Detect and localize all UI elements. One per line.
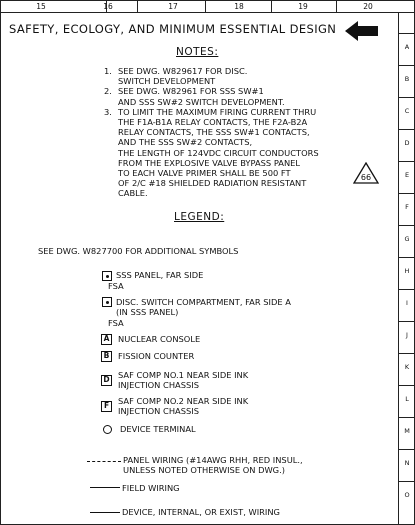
note-line: TO LIMIT THE MAXIMUM FIRING CURRENT THRU xyxy=(118,106,317,117)
legend-label: (IN SSS PANEL) xyxy=(116,307,179,317)
note-line: AND THE SSS SW#2 CONTACTS, xyxy=(118,137,253,148)
note-line: SEE DWG. W82961 FOR SSS SW#1 xyxy=(118,86,264,97)
row-divider xyxy=(399,321,414,322)
row-label: M xyxy=(404,427,410,435)
legend-label: DEVICE TERMINAL xyxy=(120,424,196,434)
row-label: C xyxy=(404,107,410,115)
disc-switch-symbol xyxy=(102,297,112,307)
note-number: 3. xyxy=(104,106,112,117)
row-divider xyxy=(399,97,414,98)
column-header-strip xyxy=(1,1,414,13)
note-item xyxy=(104,107,319,199)
legend-label: FISSION COUNTER xyxy=(118,351,195,361)
notes-heading: NOTES: xyxy=(176,46,219,58)
row-divider xyxy=(399,257,414,258)
row-divider xyxy=(399,289,414,290)
row-divider xyxy=(399,33,414,34)
revision-number: 66 xyxy=(360,173,372,182)
internal-wiring-symbol xyxy=(90,512,120,513)
field-wiring-symbol xyxy=(90,487,120,488)
row-divider xyxy=(399,385,414,386)
row-label-strip xyxy=(398,12,399,524)
legend-label: UNLESS NOTED OTHERWISE ON DWG.) xyxy=(123,465,285,475)
note-line: OF 2/C #18 SHIELDED RADIATION RESISTANT xyxy=(118,178,307,189)
saf-comp-1-symbol: D xyxy=(101,375,112,386)
row-divider xyxy=(399,129,414,130)
legend-label: NUCLEAR CONSOLE xyxy=(118,334,201,344)
row-label: B xyxy=(404,75,410,83)
column-number: 19 xyxy=(298,2,308,11)
page-title: SAFETY, ECOLOGY, AND MINIMUM ESSENTIAL DESIGN xyxy=(9,22,337,36)
legend-label: FIELD WIRING xyxy=(122,483,180,493)
notes-list xyxy=(104,66,319,199)
note-line: THE F1A-B1A RELAY CONTACTS, THE F2A-B2A xyxy=(118,117,308,128)
row-label: L xyxy=(405,395,409,403)
legend-label: DEVICE, INTERNAL, OR EXIST, WIRING xyxy=(122,507,280,517)
row-label: I xyxy=(406,299,408,307)
row-divider xyxy=(399,449,414,450)
note-item xyxy=(104,86,319,106)
row-label: E xyxy=(404,171,410,179)
note-line: CABLE. xyxy=(118,188,148,199)
legend-sublabel: FSA xyxy=(108,318,124,328)
row-divider xyxy=(399,161,414,162)
device-terminal-symbol xyxy=(103,425,112,434)
column-number: 20 xyxy=(363,2,373,11)
row-divider xyxy=(399,353,414,354)
note-line: SWITCH DEVELOPMENT xyxy=(118,76,216,87)
row-label: N xyxy=(404,459,410,467)
row-label: G xyxy=(404,235,410,243)
legend-label: PANEL WIRING (#14AWG RHH, RED INSUL., xyxy=(123,455,303,465)
column-number: 15 xyxy=(36,2,46,11)
note-line: THE LENGTH OF 124VDC CIRCUIT CONDUCTORS xyxy=(118,147,319,158)
legend-label: INJECTION CHASSIS xyxy=(118,406,199,416)
row-label: A xyxy=(404,43,410,51)
sss-panel-symbol xyxy=(102,271,112,281)
fission-counter-symbol: B xyxy=(101,351,112,362)
row-label: F xyxy=(405,203,409,211)
row-label: H xyxy=(404,267,410,275)
row-label: K xyxy=(404,363,410,371)
column-divider xyxy=(271,1,272,12)
legend-label: DISC. SWITCH COMPARTMENT, FAR SIDE A xyxy=(116,297,291,307)
row-divider xyxy=(399,65,414,66)
column-number: 16 xyxy=(103,2,113,11)
row-divider xyxy=(399,193,414,194)
column-divider xyxy=(137,1,138,12)
nuclear-console-symbol: A xyxy=(101,334,112,345)
column-divider xyxy=(205,1,206,12)
saf-comp-2-symbol: F xyxy=(101,401,112,412)
legend-reference: SEE DWG. W827700 FOR ADDITIONAL SYMBOLS xyxy=(38,246,239,256)
row-divider xyxy=(399,417,414,418)
row-label: O xyxy=(404,491,410,499)
row-label: D xyxy=(404,139,410,147)
panel-wiring-symbol xyxy=(87,461,121,462)
legend-label: INJECTION CHASSIS xyxy=(118,380,199,390)
row-label: J xyxy=(406,331,408,339)
legend-label: SSS PANEL, FAR SIDE xyxy=(116,270,204,280)
note-item xyxy=(104,66,319,86)
note-line: FROM THE EXPLOSIVE VALVE BYPASS PANEL xyxy=(118,157,301,168)
column-number: 17 xyxy=(168,2,178,11)
legend-label: SAF COMP NO.2 NEAR SIDE INK xyxy=(118,396,249,406)
note-number: 1. xyxy=(104,66,112,76)
legend-sublabel: FSA xyxy=(108,281,124,291)
column-divider xyxy=(336,1,337,12)
note-line: TO EACH VALVE PRIMER SHALL BE 500 FT xyxy=(118,168,291,179)
legend-heading: LEGEND: xyxy=(174,211,225,223)
column-number: 18 xyxy=(234,2,244,11)
revision-triangle xyxy=(353,162,379,184)
note-line: SEE DWG. W829617 FOR DISC. xyxy=(118,66,248,76)
row-divider xyxy=(399,225,414,226)
left-arrow-icon xyxy=(345,21,379,41)
legend-label: SAF COMP NO.1 NEAR SIDE INK xyxy=(118,370,249,380)
note-line: AND SSS SW#2 SWITCH DEVELOPMENT. xyxy=(118,96,285,107)
note-number: 2. xyxy=(104,86,112,97)
note-line: RELAY CONTACTS, THE SSS SW#1 CONTACTS, xyxy=(118,127,310,138)
row-divider xyxy=(399,481,414,482)
